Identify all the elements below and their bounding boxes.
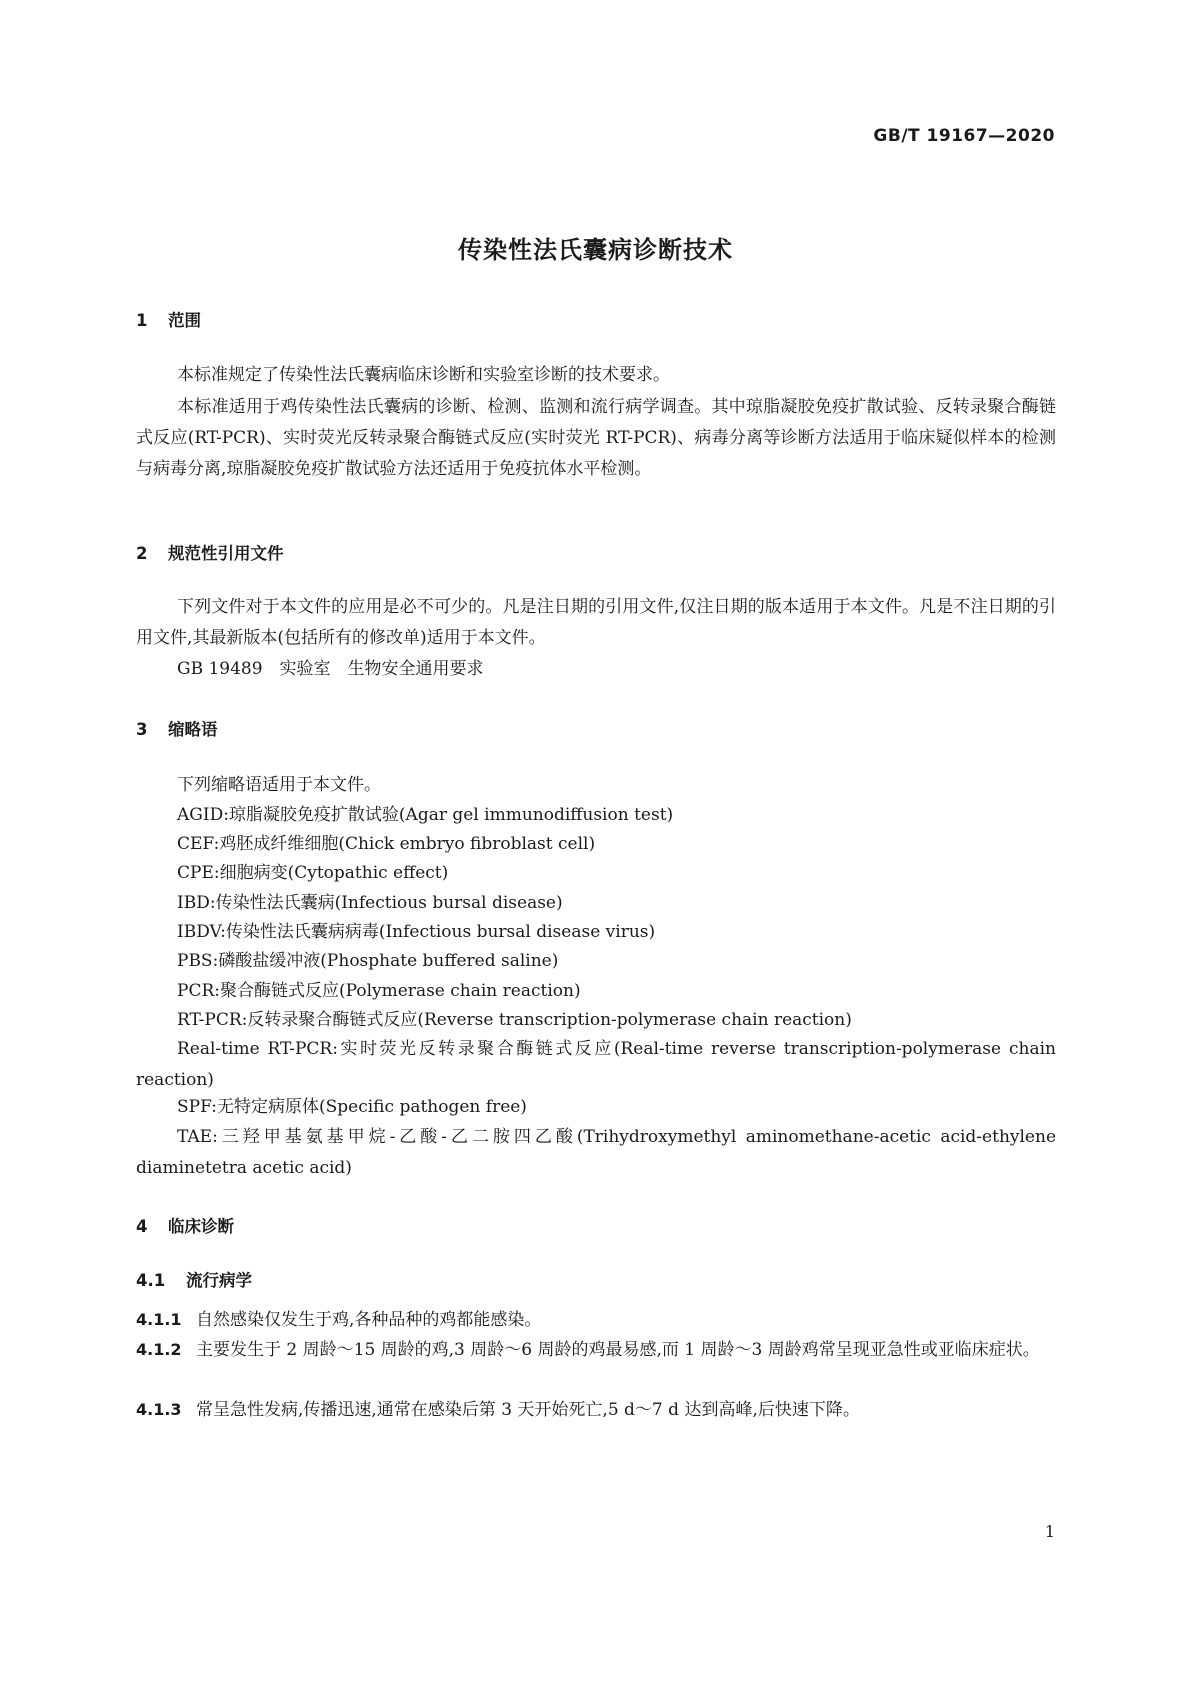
clause-4-1-2 [136, 1334, 1056, 1366]
section-3-heading [136, 716, 218, 740]
abbreviation-item: CPE:细胞病变(Cytopathic effect) [177, 863, 449, 883]
clause-number: 4.1.1 [136, 1310, 182, 1329]
section-number: 2 [136, 544, 148, 563]
section-1-heading [136, 307, 201, 331]
section-title: 范围 [168, 311, 201, 330]
abbreviation-item: SPF:无特定病原体(Specific pathogen free) [177, 1097, 527, 1117]
section-number: 3 [136, 720, 148, 739]
section-title: 缩略语 [168, 720, 218, 739]
clause-4-1-1 [136, 1304, 1056, 1336]
abbreviation-item: IBDV:传染性法氏囊病病毒(Infectious bursal disease virus) [177, 922, 656, 942]
subsection-number: 4.1 [136, 1271, 166, 1290]
document-title: 传染性法氏囊病诊断技术 [458, 236, 733, 264]
clause-text: 常呈急性发病,传播迅速,通常在感染后第 3 天开始死亡,5 d～7 d 达到高峰,后快速下降。 [196, 1400, 860, 1420]
scope-paragraph-1: 本标准规定了传染性法氏囊病临床诊断和实验室诊断的技术要求。 [177, 365, 670, 385]
normative-references-paragraph: 下列文件对于本文件的应用是必不可少的。凡是注日期的引用文件,仅注日期的版本适用于本文件。凡是不注日期的引用文件,其最新版本(包括所有的修改单)适用于本文件。 [136, 597, 1056, 648]
abbreviation-item: CEF:鸡胚成纤维细胞(Chick embryo fibroblast cell) [177, 834, 596, 854]
reference-item: GB 19489 实验室 生物安全通用要求 [177, 659, 484, 679]
clause-text: 自然感染仅发生于鸡,各种品种的鸡都能感染。 [196, 1310, 542, 1330]
section-4-heading [136, 1213, 234, 1237]
clause-number: 4.1.3 [136, 1400, 182, 1419]
clause-number: 4.1.2 [136, 1340, 182, 1359]
section-2-heading [136, 540, 284, 564]
scope-paragraph-2: 本标准适用于鸡传染性法氏囊病的诊断、检测、监测和流行病学调查。其中琼脂凝胶免疫扩散试验、反转录聚合酶链式反应(RT-PCR)、实时荧光反转录聚合酶链式反应(实时荧光 RT-PCR)、病毒分离等诊断方法适用于临床疑似样本的检测与病毒分离,琼脂凝胶免疫扩散试验方法还适用于免疫抗体水平检测。 [136, 397, 1056, 479]
clause-text: 主要发生于 2 周龄～15 周龄的鸡,3 周龄～6 周龄的鸡最易感,而 1 周龄～3 周龄鸡常呈现亚急性或亚临床症状。 [196, 1340, 1040, 1360]
section-title: 规范性引用文件 [168, 544, 284, 563]
standard-number: GB/T 19167—2020 [873, 126, 1055, 146]
abbreviation-item: PBS:磷酸盐缓冲液(Phosphate buffered saline) [177, 951, 559, 971]
abbreviation-item: Real-time RT-PCR:实时荧光反转录聚合酶链式反应(Real-time reverse transcription-polymerase chain reaction) [136, 1039, 1056, 1090]
abbreviation-item: RT-PCR:反转录聚合酶链式反应(Reverse transcription-polymerase chain reaction) [177, 1010, 852, 1030]
abbreviation-item: AGID:琼脂凝胶免疫扩散试验(Agar gel immunodiffusion test) [177, 805, 674, 825]
abbreviation-item: PCR:聚合酶链式反应(Polymerase chain reaction) [177, 981, 581, 1001]
section-number: 1 [136, 311, 148, 330]
abbreviation-item: TAE:三羟甲基氨基甲烷-乙酸-乙二胺四乙酸(Trihydroxymethyl aminomethane-acetic acid-ethylene diaminetetra acetic acid) [136, 1127, 1056, 1178]
subsection-title: 流行病学 [186, 1271, 252, 1290]
clause-4-1-3 [136, 1394, 1056, 1426]
section-number: 4 [136, 1217, 148, 1236]
page-number: 1 [1044, 1522, 1055, 1541]
section-title: 临床诊断 [168, 1217, 234, 1236]
abbreviations-intro: 下列缩略语适用于本文件。 [177, 775, 381, 795]
subsection-4-1-heading [136, 1267, 252, 1291]
abbreviation-item: IBD:传染性法氏囊病(Infectious bursal disease) [177, 893, 563, 913]
